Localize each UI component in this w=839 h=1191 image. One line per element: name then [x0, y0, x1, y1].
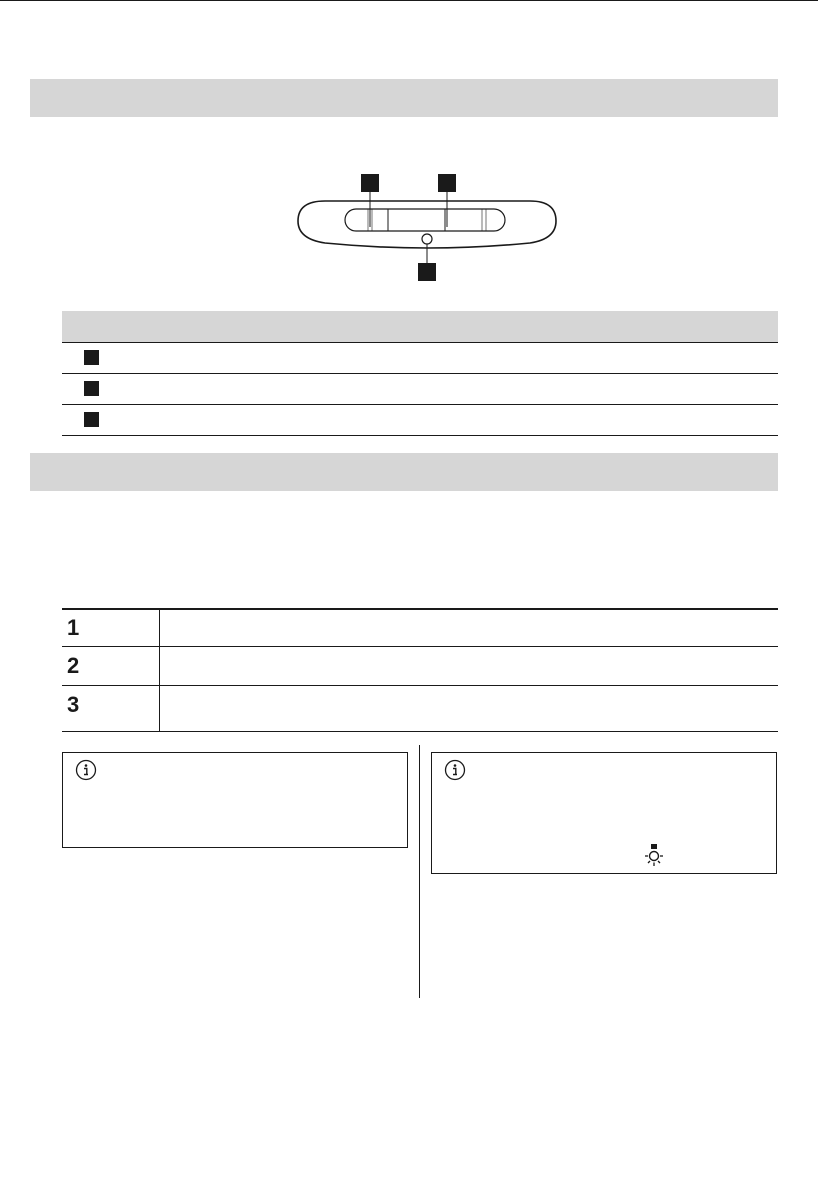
callout-1	[361, 174, 379, 192]
step-number: 2	[67, 653, 80, 678]
column-divider	[419, 745, 420, 998]
steps-table-top-rule	[62, 608, 778, 610]
callout-2	[438, 174, 456, 192]
table-row-divider	[62, 342, 778, 343]
lamp-button	[422, 234, 432, 244]
info-note-box	[431, 752, 777, 874]
table-row-marker	[84, 412, 99, 427]
steps-row-divider	[62, 685, 778, 686]
section-heading-band	[30, 453, 778, 491]
callout-3	[418, 263, 436, 281]
steps-row-divider	[62, 646, 778, 647]
panel-outline	[298, 201, 556, 248]
steps-column-divider	[159, 608, 160, 732]
table-row-marker	[84, 381, 99, 396]
info-icon	[444, 759, 466, 781]
info-icon	[75, 759, 97, 781]
features-table-header	[62, 311, 778, 342]
control-panel-diagram	[290, 165, 560, 285]
section-heading-band	[30, 79, 778, 117]
display-window	[345, 209, 505, 231]
page-top-rule	[0, 0, 818, 1]
table-row-divider	[62, 373, 778, 374]
steps-row-divider	[62, 731, 778, 732]
lamp-icon	[643, 843, 665, 869]
table-row-divider	[62, 404, 778, 405]
step-number: 3	[67, 692, 80, 717]
step-number: 1	[67, 615, 80, 640]
table-row-marker	[84, 350, 99, 365]
info-note-box	[62, 752, 408, 848]
table-row-divider	[62, 435, 778, 436]
